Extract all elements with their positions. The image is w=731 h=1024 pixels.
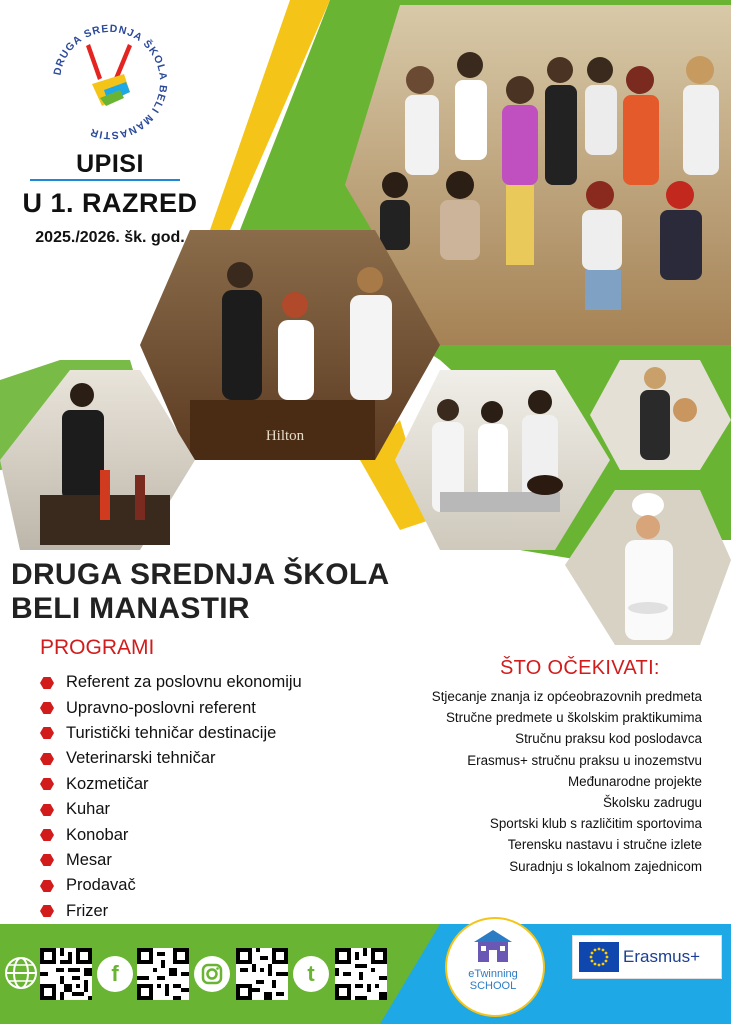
program-label: Konobar: [66, 825, 129, 844]
tiktok-icon[interactable]: t: [293, 956, 329, 992]
expect-item: Suradnju s lokalnom zajednicom: [509, 858, 702, 874]
program-label: Veterinarski tehničar: [66, 749, 216, 768]
hexagon-bullet-icon: [40, 752, 54, 766]
header-upisi: UPISI: [76, 150, 144, 178]
expect-item: Međunarodne projekte: [568, 773, 702, 789]
hexagon-bullet-icon: [40, 853, 54, 867]
hexagon-bullet-icon: [40, 701, 54, 715]
expect-item: Školsku zadrugu: [603, 794, 702, 810]
expect-title: ŠTO OČEKIVATI:: [500, 657, 660, 679]
program-label: Kozmetičar: [66, 774, 149, 793]
expect-item: Stjecanje znanja iz općeobrazovnih predmeta: [431, 689, 702, 704]
logo-arc-text: DRUGA SREDNJA ŠKOLA BELI MANASTIR: [51, 22, 170, 142]
expect-list: [432, 686, 702, 877]
erasmus-label: Erasmus+: [623, 947, 700, 966]
program-label: Prodavač: [66, 876, 136, 895]
etwinning-line1: eTwinning: [468, 968, 518, 980]
program-label: Kuhar: [66, 800, 111, 819]
header-school-year: 2025./2026. šk. god.: [35, 229, 185, 246]
instagram-icon[interactable]: [194, 956, 230, 992]
expect-item: Terensku nastavu i stručne izlete: [507, 837, 702, 853]
school-name-line1: DRUGA SREDNJA ŠKOLA: [11, 558, 390, 591]
program-item: [40, 772, 302, 797]
qr-code-facebook[interactable]: [137, 948, 189, 1000]
programs-list: [40, 670, 302, 924]
program-label: Turistički tehničar destinacije: [66, 723, 277, 742]
hilton-sign: Hilton: [265, 428, 305, 444]
qr-code-website[interactable]: [40, 948, 92, 1000]
school-name-line2: BELI MANASTIR: [11, 592, 250, 625]
expect-item: Erasmus+ stručnu praksu u inozemstvu: [467, 752, 702, 768]
program-item: [40, 670, 302, 695]
hexagon-bullet-icon: [40, 879, 54, 893]
program-item: [40, 746, 302, 771]
etwinning-text: [445, 968, 541, 992]
program-item: [40, 695, 302, 720]
school-name: [11, 558, 390, 626]
facebook-icon[interactable]: f: [97, 956, 133, 992]
expect-item: Stručnu praksu kod poslodavca: [515, 731, 702, 747]
hexagon-bullet-icon: [40, 676, 54, 690]
program-label: Upravno-poslovni referent: [66, 698, 256, 717]
program-item: [40, 848, 302, 873]
program-label: Frizer: [66, 901, 109, 920]
hexagon-bullet-icon: [40, 777, 54, 791]
etwinning-line2: SCHOOL: [469, 980, 517, 992]
expect-item: Stručne predmete u školskim praktikumima: [446, 710, 702, 726]
header-razred: U 1. RAZRED: [22, 188, 198, 218]
globe-icon[interactable]: [4, 956, 38, 990]
school-building-icon: [472, 928, 514, 966]
programs-title: PROGRAMI: [40, 636, 155, 659]
program-item: [40, 822, 302, 847]
program-item: [40, 797, 302, 822]
hexagon-bullet-icon: [40, 904, 54, 918]
hexagon-bullet-icon: [40, 726, 54, 740]
hexagon-bullet-icon: [40, 803, 54, 817]
erasmus-logo: [572, 935, 722, 979]
expect-item: Sportski klub s različitim sportovima: [489, 816, 702, 832]
program-label: Referent za poslovnu ekonomiju: [66, 673, 302, 692]
qr-code-tiktok[interactable]: [335, 948, 387, 1000]
program-label: Mesar: [66, 850, 112, 869]
eu-flag-icon: [579, 942, 619, 972]
hexagon-bullet-icon: [40, 828, 54, 842]
qr-code-instagram[interactable]: [236, 948, 288, 1000]
program-item: [40, 899, 302, 924]
program-item: [40, 873, 302, 898]
program-item: [40, 721, 302, 746]
